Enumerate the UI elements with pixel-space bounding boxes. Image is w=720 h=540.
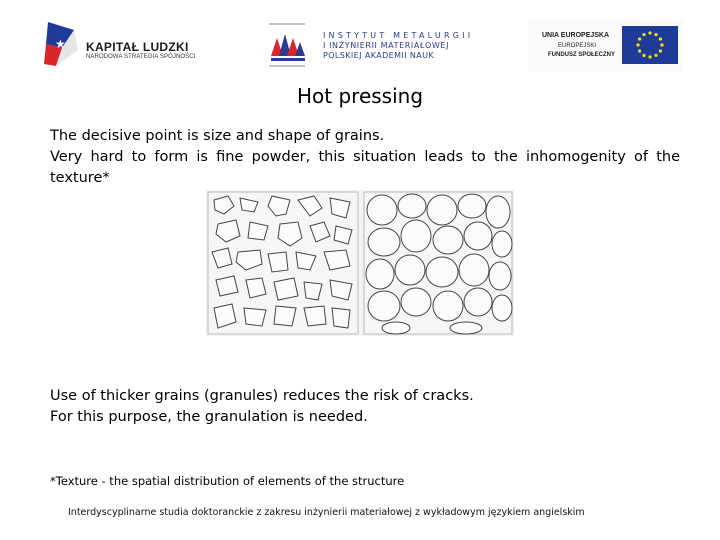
- institute-logo: [265, 22, 475, 68]
- paragraph-1-line-2: Very hard to form is fine powder, this situation leads to the inhomogenity of the: [50, 149, 680, 165]
- institute-line-3: POLSKIEJ AKADEMII NAUK: [323, 51, 435, 60]
- kapital-ludzki-logo: [42, 20, 202, 72]
- paragraph-1-line-1: The decisive point is size and shape of grains.: [50, 128, 385, 144]
- institute-emblem: [265, 22, 309, 68]
- kapital-ludzki-emblem: [42, 20, 82, 72]
- kapital-ludzki-title: KAPITAŁ LUDZKI: [86, 40, 189, 54]
- slide-title: Hot pressing: [296, 84, 424, 108]
- eu-line-1: UNIA EUROPEJSKA: [542, 32, 610, 39]
- paragraph-1-line-3: texture*: [50, 170, 110, 186]
- paragraph-grains: [50, 126, 680, 189]
- institute-line-2: I INŻYNIERII MATERIAŁOWEJ: [323, 41, 450, 50]
- kapital-ludzki-subtitle: NARODOWA STRATEGIA SPÓJNOŚCI: [86, 54, 196, 60]
- granules-panel: [364, 192, 512, 334]
- eu-logo: [528, 20, 683, 72]
- svg-text:★: ★: [55, 37, 66, 51]
- paragraph-2-line-2: For this purpose, the granulation is needed.: [50, 409, 368, 425]
- slide-footer: Interdyscyplinarne studia doktoranckie z zakresu inżynierii materiałowej z wykładowym językiem angielskim: [68, 507, 585, 518]
- eu-line-3: FUNDUSZ SPOŁECZNY: [548, 52, 616, 58]
- institute-line-1: INSTYTUT METALURGII: [323, 31, 474, 40]
- grain-structure-figure: [206, 190, 514, 336]
- eu-flag-icon: [622, 26, 678, 64]
- paragraph-2-line-1: Use of thicker grains (granules) reduces the risk of cracks.: [50, 388, 474, 404]
- irregular-grains-panel: [208, 192, 358, 334]
- paragraph-granules: [50, 386, 680, 428]
- eu-line-2: EUROPEJSKI: [558, 43, 597, 49]
- texture-footnote: *Texture - the spatial distribution of elements of the structure: [50, 474, 405, 488]
